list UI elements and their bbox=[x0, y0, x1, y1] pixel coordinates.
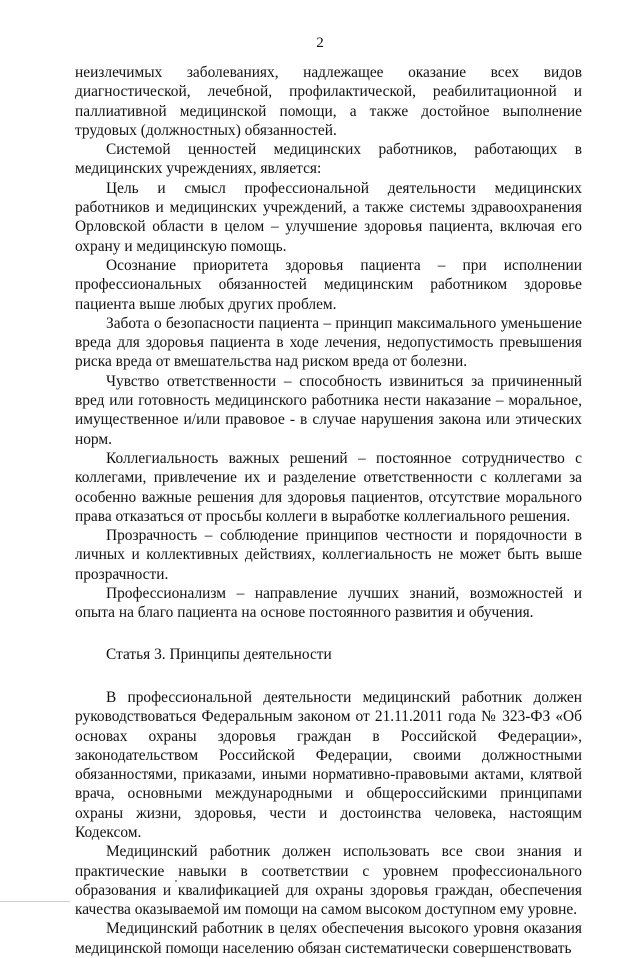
article-heading: Статья 3. Принципы деятельности bbox=[106, 645, 332, 663]
paragraph-safety: Забота о безопасности пациента – принцип максимального уменьшение вреда для здоровья пациента в ходе лечения, недопустимость превышения риска вреда от вмешательства над риском вреда от болезни. bbox=[75, 314, 582, 371]
paragraph-values-intro: Системой ценностей медицинских работников, работающих в медицинских учреждениях, является: bbox=[75, 141, 582, 178]
page-number: 2 bbox=[316, 35, 324, 51]
paragraph-responsibility: Чувство ответственности – способность извиниться за причиненный вред или готовность медицинского работника нести наказание – моральное, имущественное и/или правовое - в случае нарушения закона или этических норм. bbox=[75, 372, 582, 448]
document-body bbox=[75, 63, 582, 958]
paragraph-continuation: неизлечимых заболеваниях, надлежащее оказание всех видов диагностической, лечебной, профилактической, реабилитационной и паллиативной медицинской помощи, а также достойное выполнение трудовых (должностных) обязанностей. bbox=[75, 64, 582, 139]
paragraph-legal-basis: В профессиональной деятельности медицинский работник должен руководствоваться Федеральным законом от 21.11.2011 года № 323-ФЗ «Об основах охраны здоровья граждан в Российской Федерации», законодательством Российской Федерации, своими должностными обязанностями, приказами, иными нормативно-правовыми актами, клятвой врача, основными международными и общероссийскими принципами охраны жизни, здоровья, чести и достоинства человека, настоящим Кодексом. bbox=[75, 688, 582, 841]
paragraph-collegiality: Коллегиальность важных решений – постоянное сотрудничество с коллегами, привлечение их и разделение ответственности с коллегами за особенно важные решения для здоровья пациентов, отсутствие морального права отказаться от просьбы коллеги в выработке коллегиального решения. bbox=[75, 449, 582, 525]
paragraph-professionalism: Профессионализм – направление лучших знаний, возможностей и опыта на благо пациента на основе постоянного развития и обучения. bbox=[75, 585, 582, 622]
paragraph-goal: Цель и смысл профессиональной деятельности медицинских работников и медицинских учреждений, а также системы здравоохранения Орловской области в целом – улучшение здоровья пациента, включая его охрану и медицинскую помощь. bbox=[75, 179, 582, 255]
paragraph-knowledge: Медицинский работник должен использовать все свои знания и практические навыки в соответствии с уровнем профессионального образования и квалификацией для охраны здоровья граждан, обеспечения качества оказываемой им помощи на самом высоком доступном ему уровне. bbox=[75, 843, 582, 919]
scan-edge-line bbox=[0, 901, 70, 902]
paragraph-priority: Осознание приоритета здоровья пациента – при исполнении профессиональных обязанностей медицинским работником здоровье пациента выше любых других проблем. bbox=[75, 256, 582, 313]
paragraph-transparency: Прозрачность – соблюдение принципов честности и порядочности в личных и коллективных действиях, коллегиальность не может быть выше прозрачности. bbox=[75, 527, 582, 583]
scan-speck bbox=[175, 880, 177, 882]
paragraph-improvement: Медицинский работник в целях обеспечения высокого уровня оказания медицинской помощи населению обязан систематически совершенствовать bbox=[75, 920, 582, 957]
